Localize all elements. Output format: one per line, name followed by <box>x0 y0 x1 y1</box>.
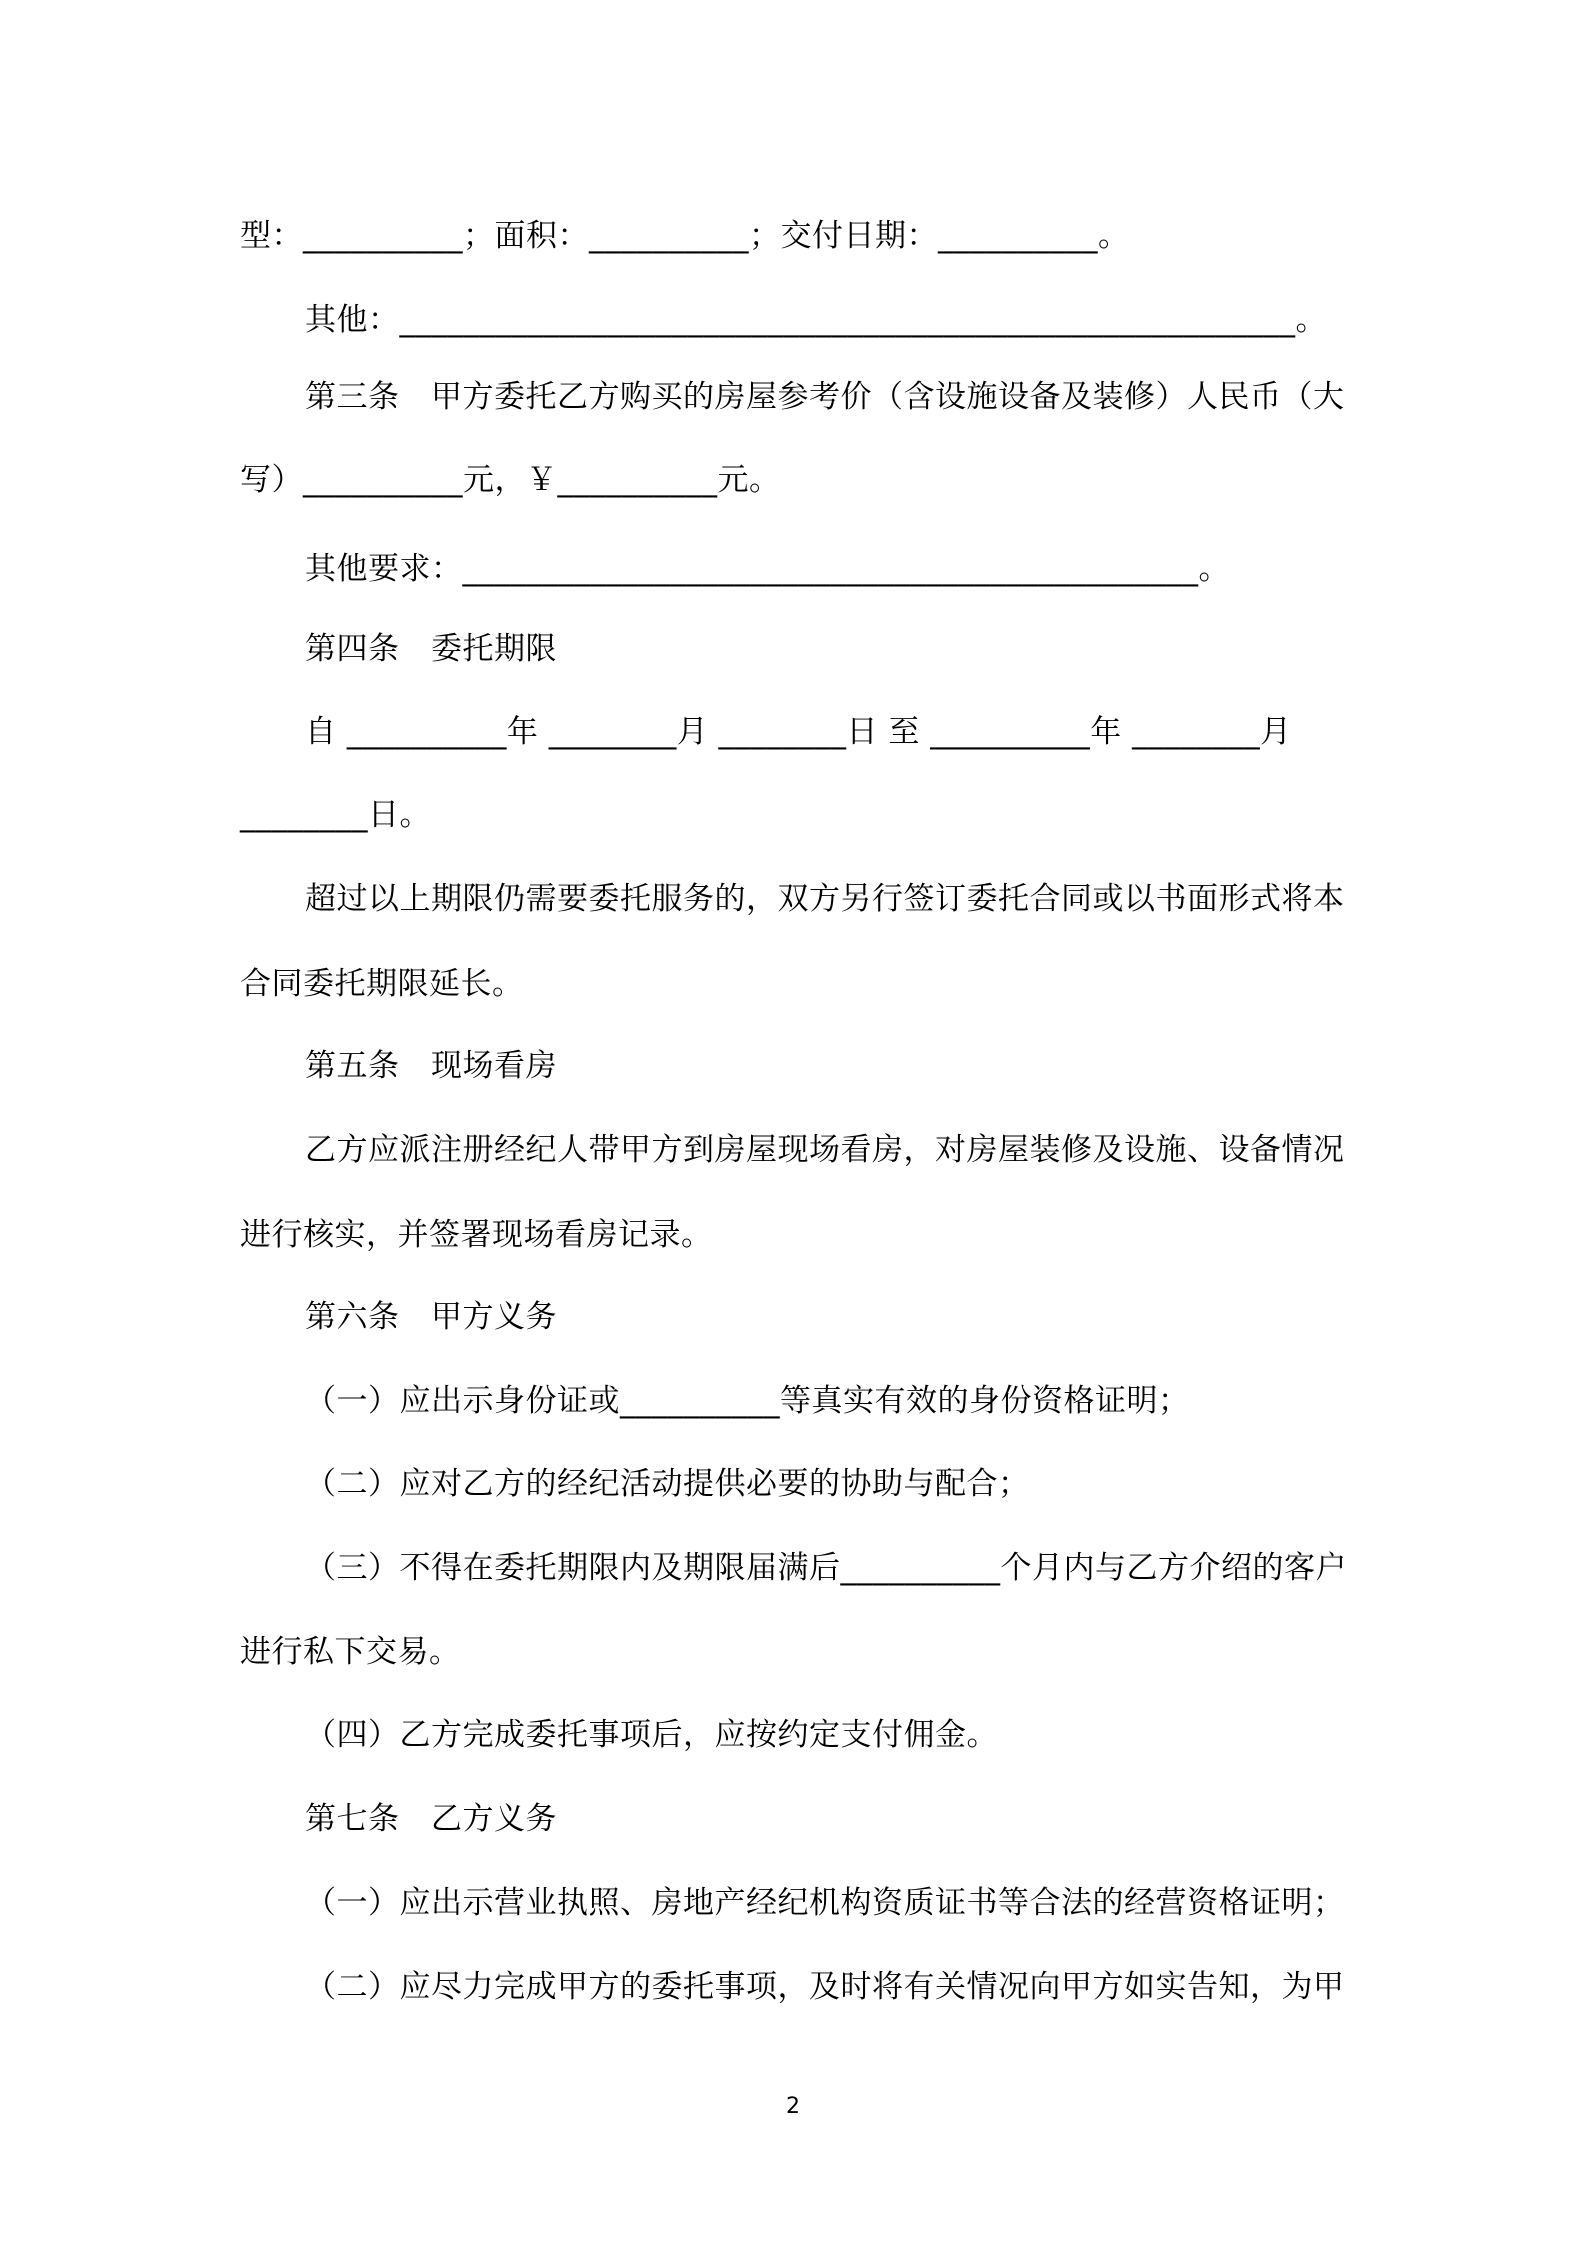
text-line: 其他：________________________________________________________。 <box>305 302 1327 338</box>
text-line: 乙方应派注册经纪人带甲方到房屋现场看房，对房屋装修及设施、设备情况 <box>305 1132 1345 1168</box>
text-line: 进行核实，并签署现场看房记录。 <box>240 1217 713 1253</box>
text-line: 进行私下交易。 <box>240 1634 461 1670</box>
text-line: 合同委托期限延长。 <box>240 966 524 1002</box>
article-3-heading: 第三条 甲方委托乙方购买的房屋参考价（含设施设备及装修）人民币（大 <box>305 379 1345 415</box>
article-7-heading: 第七条 乙方义务 <box>305 1801 557 1837</box>
text-line: （二）应尽力完成甲方的委托事项，及时将有关情况向甲方如实告知，为甲 <box>305 1969 1345 2005</box>
article-5-heading: 第五条 现场看房 <box>305 1048 557 1084</box>
text-line: （二）应对乙方的经纪活动提供必要的协助与配合； <box>305 1466 1030 1502</box>
page-number: 2 <box>786 2094 800 2119</box>
text-line: （一）应出示营业执照、房地产经纪机构资质证书等合法的经营资格证明； <box>305 1885 1345 1921</box>
text-line: 写）__________元，￥__________元。 <box>240 462 781 498</box>
article-4-heading: 第四条 委托期限 <box>305 631 557 667</box>
text-line: （四）乙方完成委托事项后，应按约定支付佣金。 <box>305 1717 998 1753</box>
text-line: 超过以上期限仍需要委托服务的，双方另行签订委托合同或以书面形式将本 <box>305 881 1345 917</box>
text-line: 其他要求：______________________________________________。 <box>305 551 1230 587</box>
text-line: ________日。 <box>240 797 431 833</box>
text-line: 型：__________；面积：__________；交付日期：__________。 <box>240 218 1130 254</box>
article-6-heading: 第六条 甲方义务 <box>305 1299 557 1335</box>
text-line: （一）应出示身份证或__________等真实有效的身份资格证明； <box>305 1383 1190 1419</box>
text-line: 自 __________年 ________月 ________日 至 __________年 ________月 <box>305 714 1292 750</box>
text-line: （三）不得在委托期限内及期限届满后__________个月内与乙方介绍的客户 <box>305 1550 1347 1586</box>
